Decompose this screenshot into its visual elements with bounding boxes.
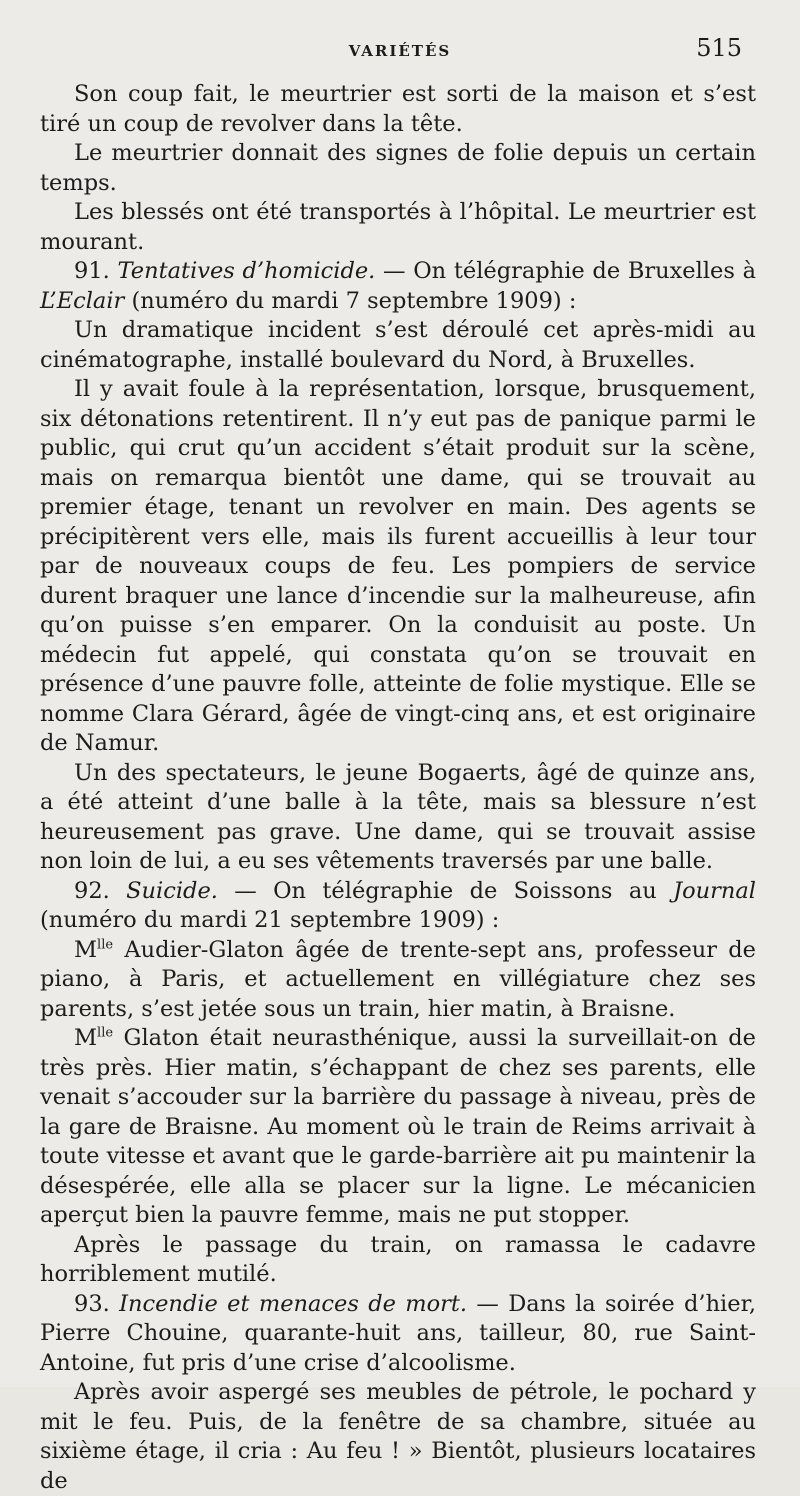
paragraph: Les blessés ont été transportés à l’hôpital. Le meurtrier est mourant.	[40, 199, 756, 255]
entry-title: Suicide.	[126, 877, 218, 904]
page-number: 515	[696, 34, 742, 62]
running-title: VARIÉTÉS	[348, 42, 452, 60]
entry-lead: — On télégraphie de Soissons au	[217, 877, 674, 904]
paragraph: Après le passage du train, on ramassa le cadavre horriblement mutilé.	[40, 1231, 756, 1287]
paragraph: Le meurtrier donnait des signes de folie depuis un certain temps.	[40, 140, 756, 196]
title-prefix: M	[74, 1025, 98, 1051]
entry-number: 91.	[74, 258, 110, 284]
paragraph: Après avoir aspergé ses meubles de pétrole, le pochard y mit le feu. Puis, de la fenêtre de sa chambre, située au sixième étage, il cria : Au feu ! » Bientôt, plusieurs locataires de	[40, 1379, 756, 1494]
entry-title: Tentatives d’homicide.	[117, 258, 376, 284]
title-superscript: lle	[97, 937, 114, 952]
entry-rest: — Dans la soirée d’hier, Pierre Chouine, quarante-huit ans, tailleur, 80, rue Saint-Antoine, fut pris d’une crise d’alcoolisme.	[40, 1290, 757, 1376]
newspaper-name: L’Eclair	[40, 287, 125, 314]
entry-rest: (numéro du mardi 7 septembre 1909) :	[124, 287, 577, 314]
paragraph	[40, 1024, 756, 1231]
title-prefix: M	[74, 936, 98, 963]
entry-number: 92.	[74, 877, 110, 904]
paragraph: Son coup fait, le meurtrier est sorti de la maison et s’est tiré un coup de revolver dans la tête.	[40, 81, 756, 137]
paragraph	[40, 936, 756, 1025]
paragraph: Il y avait foule à la représentation, lorsque, brusquement, six détonations retentirent. Il n’y eut pas de panique parmi le public, qui crut qu’un accident s’était produit sur la scène, mais on remarqua bientôt une dame, qui se trouvait au premier étage, tenant un revolver en main. Des agents se précipitèrent vers elle, mais ils furent accueillis à leur tour par de nouveaux coups de feu. Les pompiers de service durent braquer une lance d’incendie sur la malheureuse, afin qu’on puisse s’en emparer. On la conduisit au poste. Un médecin fut appelé, qui constata qu’on se trouvait en présence d’une pauvre folle, atteinte de folie mystique. Elle se nomme Clara Gérard, âgée de vingt-cinq ans, et est originaire de Namur.	[40, 376, 756, 756]
entry-93	[40, 1290, 756, 1379]
entry-title: Incendie et menaces de mort.	[119, 1290, 468, 1317]
paragraph: Un des spectateurs, le jeune Bogaerts, âgé de quinze ans, a été atteint d’une balle à la tête, mais sa blessure n’est heureusement pas grave. Une dame, qui se trouvait assise non loin de lui, a eu ses vêtements traversés par une balle.	[40, 759, 756, 874]
entry-lead: — On télégraphie de Bruxelles à	[375, 258, 756, 284]
newspaper-name: Journal	[673, 877, 756, 904]
entry-number: 93.	[74, 1290, 110, 1317]
entry-rest: (numéro du mardi 21 septembre 1909) :	[40, 907, 500, 933]
entry-91	[40, 257, 756, 316]
paragraph: Un dramatique incident s’est déroulé cet après-midi au cinématographe, installé boulevard du Nord, à Bruxelles.	[40, 317, 756, 373]
page-header	[0, 34, 800, 64]
body-text	[40, 80, 756, 1496]
paragraph-text: Glaton était neurasthénique, aussi la surveillait-on de très près. Hier matin, s’échappant de chez ses parents, elle venait s’accouder sur la barrière du passage à niveau, près de la gare de Braisne. Au moment où le train de Reims arrivait à toute vitesse et avant que le garde-barrière ait pu maintenir la désespérée, elle alla se placer sur la ligne. Le mécanicien aperçut bien la pauvre femme, mais ne put stopper.	[40, 1025, 756, 1228]
title-superscript: lle	[97, 1025, 114, 1041]
entry-92	[40, 877, 756, 936]
paragraph-text: Audier-Glaton âgée de trente-sept ans, professeur de piano, à Paris, et actuellement en villégiature chez ses parents, s’est jetée sous un train, hier matin, à Braisne.	[40, 936, 756, 1022]
